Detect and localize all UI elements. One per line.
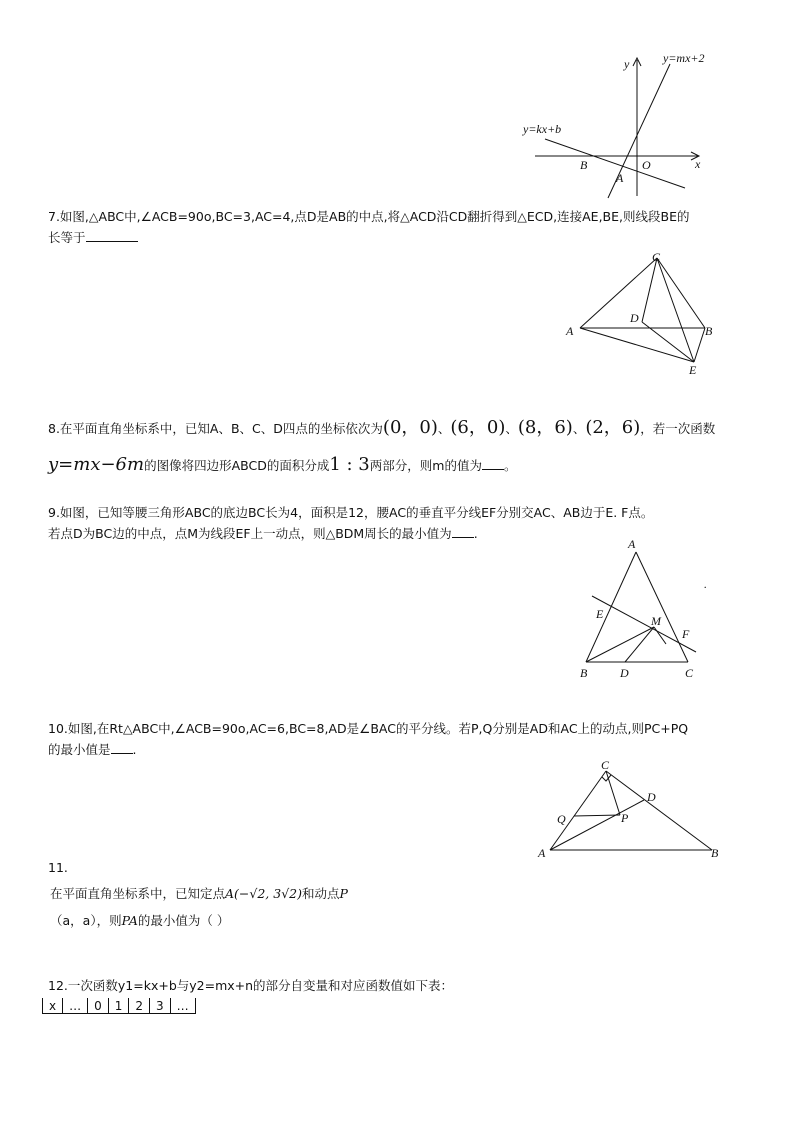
label-O: O (642, 158, 651, 172)
label-y: y (624, 57, 630, 71)
q11-number: 11. (48, 860, 68, 875)
q10-line1: 10.如图,在Rt△ABC中,∠ACB=90o,AC=6,BC=8,AD是∠BAC的平分线。若P,Q分别是AD和AC上的动点,则PC+PQ (48, 721, 689, 736)
label-dot: . (704, 577, 707, 591)
q8-ratio: 1 : 3 (329, 454, 370, 475)
label-B: B (580, 666, 588, 680)
q12-line1: 12.一次函数y1=kx+b与y2=mx+n的部分自变量和对应函数值如下表： (48, 978, 454, 993)
figure-q10-right-triangle (536, 756, 732, 864)
label-A: A (538, 846, 546, 860)
label-C: C (685, 666, 694, 680)
label-Q: Q (557, 812, 566, 826)
figure-linear-functions (520, 48, 720, 203)
segment-AB (586, 552, 636, 662)
segment-CP (606, 771, 620, 815)
segment-AE (580, 328, 694, 362)
q10-line2-text: 的最小值是 (48, 742, 111, 757)
q8-point-D: (2，6) (585, 417, 641, 438)
q8-suffix2: 两部分，则m的值为 (369, 458, 482, 473)
segment-BM (586, 627, 654, 662)
q11-point-A: A(−√2, 3√2) (225, 886, 303, 901)
q8-sep2: 、 (505, 421, 518, 436)
segment-MC (654, 627, 666, 644)
q8-end: 。 (503, 458, 517, 473)
right-angle-mark (602, 775, 611, 781)
q8-sep3: 、 (572, 421, 586, 436)
table-cell: x (43, 998, 63, 1014)
label-E: E (689, 363, 697, 377)
label-A: A (628, 537, 636, 551)
q8-point-A: (0，0) (382, 417, 438, 438)
label-C: C (652, 250, 661, 264)
label-D: D (620, 666, 629, 680)
segment-BE (694, 328, 705, 362)
q11-line1-prefix: 在平面直角坐标系中，已知定点 (50, 886, 226, 901)
table-cell: 1 (108, 998, 129, 1014)
label-A: A (616, 171, 624, 185)
q11-line1 (50, 883, 348, 905)
label-B: B (711, 846, 719, 860)
q9-line2-text: 若点D为BC边的中点，点M为线段EF上一动点，则△BDM周长的最小值为 (48, 526, 452, 541)
q9-line2 (48, 524, 478, 544)
q10-line2 (48, 740, 137, 760)
q10-answer-blank[interactable] (111, 741, 133, 754)
line-kx-plus-b (545, 139, 685, 188)
table-cell: 2 (129, 998, 150, 1014)
q8-prefix: 8.在平面直角坐标系中，已知A、B、C、D四点的坐标依次为 (48, 421, 383, 436)
table-cell: … (63, 998, 88, 1014)
segment-CA (580, 258, 657, 328)
q8-function: y=mx−6m (48, 454, 145, 475)
segment-AC (636, 552, 688, 662)
label-P: P (621, 811, 629, 825)
segment-QP (574, 815, 620, 816)
q8-sep1: 、 (437, 421, 451, 436)
q8-point-C: (8，6) (517, 417, 573, 438)
q11-line1-suffix: 和动点 (302, 886, 340, 901)
segment-CE (657, 258, 694, 362)
label-line-m: y=mx+2 (663, 51, 705, 65)
label-A: A (566, 324, 574, 338)
label-E: E (596, 607, 604, 621)
label-M: M (651, 614, 661, 628)
label-B: B (580, 158, 588, 172)
label-x: x (695, 157, 701, 171)
segment-EF (592, 596, 696, 652)
q11-PA: PA (121, 913, 138, 928)
q11-point-P: P (339, 886, 348, 901)
table-cell: … (170, 998, 195, 1014)
q7-line2-text: 长等于 (48, 230, 86, 245)
label-D: D (630, 311, 639, 325)
q9-line1: 9.如图，已知等腰三角形ABC的底边BC长为4，面积是12，腰AC的垂直平分线EF分别交AC、AB边于E. F点。 (48, 505, 654, 520)
q10-line2-end: . (132, 742, 137, 757)
table-cell: 0 (88, 998, 109, 1014)
q8-suffix1: ，若一次函数 (640, 421, 716, 436)
q8-line1 (48, 415, 715, 442)
q12-value-table (42, 998, 196, 1014)
segment-DM (625, 627, 654, 662)
q9-answer-blank[interactable] (452, 525, 474, 538)
segment-CB (657, 258, 705, 328)
label-C: C (601, 758, 610, 772)
q8-point-B: (6，0) (450, 417, 506, 438)
segment-CA (550, 771, 606, 850)
label-B: B (705, 324, 713, 338)
table-cell: 3 (150, 998, 171, 1014)
label-F: F (682, 627, 690, 641)
q7-answer-blank[interactable] (86, 229, 138, 242)
label-D: D (647, 790, 656, 804)
segment-CD (642, 258, 657, 322)
label-line-k: y=kx+b (523, 122, 562, 136)
q8-line2 (48, 452, 516, 479)
q8-mid: 的图像将四边形ABCD的面积分成 (144, 458, 330, 473)
q11-line2-prefix: （a，a），则 (50, 913, 122, 928)
q9-line2-end: . (473, 526, 478, 541)
figure-q7-triangle (562, 250, 732, 380)
q7-line2 (48, 228, 138, 248)
q11-line2-suffix: 的最小值为（ ） (137, 913, 230, 928)
q11-line2 (50, 910, 229, 932)
q7-line1: 7.如图,△ABC中,∠ACB=90o,BC=3,AC=4,点D是AB的中点,将△ACD沿CD翻折得到△ECD,连接AE,BE,则线段BE的 (48, 209, 690, 224)
figure-q9-isosceles (572, 536, 717, 684)
table-row (43, 998, 196, 1014)
q8-answer-blank[interactable] (482, 457, 504, 470)
